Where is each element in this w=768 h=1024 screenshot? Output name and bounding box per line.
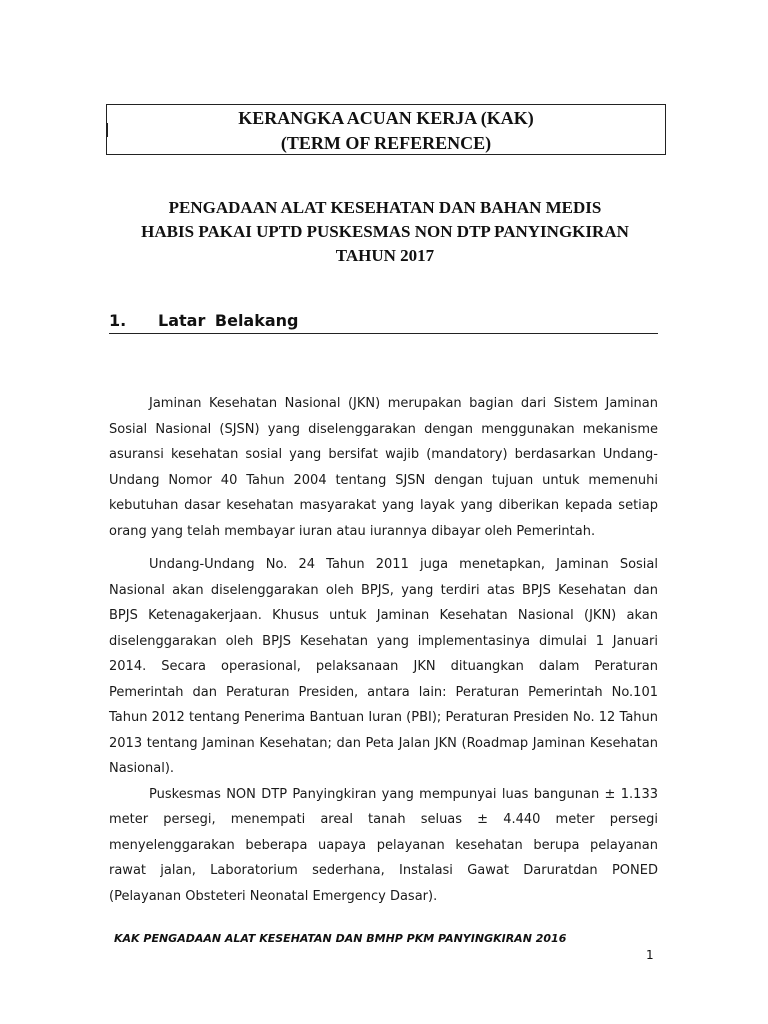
subtitle-line3: TAHUN 2017 — [335, 246, 435, 265]
document-title-line2: (TERM OF REFERENCE) — [280, 133, 492, 153]
paragraph: Puskesmas NON DTP Panyingkiran yang mempunyai luas bangunan ± 1.133 meter persegi, menempati areal tanah seluas ± 4.440 meter persegi menyelenggarakan beberapa uapaya pelayanan kesehatan berupa pelayanan rawat jalan, Laboratorium sederhana, Instalasi Gawat Daruratdan PONED (Pelayanan Obsteteri Neonatal Emergency Dasar). — [109, 786, 658, 904]
body-text — [109, 391, 658, 909]
paragraph: Undang-Undang No. 24 Tahun 2011 juga menetapkan, Jaminan Sosial Nasional akan diselenggarakan oleh BPJS, yang terdiri atas BPJS Kesehatan dan BPJS Ketenagakerjaan. Khusus untuk Jaminan Kesehatan Nasional (JKN) akan diselenggarakan oleh BPJS Kesehatan yang implementasinya dimulai 1 Januari 2014. Secara operasional, pelaksanaan JKN dituangkan dalam Peraturan Pemerintah dan Peraturan Presiden, antara lain: Peraturan Pemerintah No.101 Tahun 2012 tentang Penerima Bantuan Iuran (PBI); Peraturan Presiden No. 12 Tahun 2013 tentang Jaminan Kesehatan; dan Peta Jalan JKN (Roadmap Jaminan Kesehatan Nasional). — [109, 557, 658, 776]
section-title: Latar Belakang — [158, 311, 299, 330]
document-subtitle — [106, 196, 664, 268]
page-footer: KAK PENGADAAN ALAT KESEHATAN DAN BMHP PKM PANYINGKIRAN 2016 — [114, 932, 567, 945]
subtitle-line1: PENGADAAN ALAT KESEHATAN DAN BAHAN MEDIS — [168, 198, 602, 217]
paragraph: Jaminan Kesehatan Nasional (JKN) merupakan bagian dari Sistem Jaminan Sosial Nasional (SJSN) yang diselenggarakan dengan menggunakan mekanisme asuransi kesehatan sosial yang bersifat wajib (mandatory) berdasarkan Undang-Undang Nomor 40 Tahun 2004 tentang SJSN dengan tujuan untuk memenuhi kebutuhan dasar kesehatan masyarakat yang layak yang diberikan kepada setiap orang yang telah membayar iuran atau iurannya dibayar oleh Pemerintah. — [109, 396, 658, 539]
page-number: 1 — [646, 948, 654, 962]
title-box — [106, 104, 666, 155]
document-title-line1: KERANGKA ACUAN KERJA (KAK) — [238, 108, 534, 128]
title-box-marker — [106, 123, 108, 137]
section-number: 1. — [109, 311, 127, 330]
section-heading — [109, 309, 658, 334]
subtitle-line2: HABIS PAKAI UPTD PUSKESMAS NON DTP PANYINGKIRAN — [141, 222, 629, 241]
